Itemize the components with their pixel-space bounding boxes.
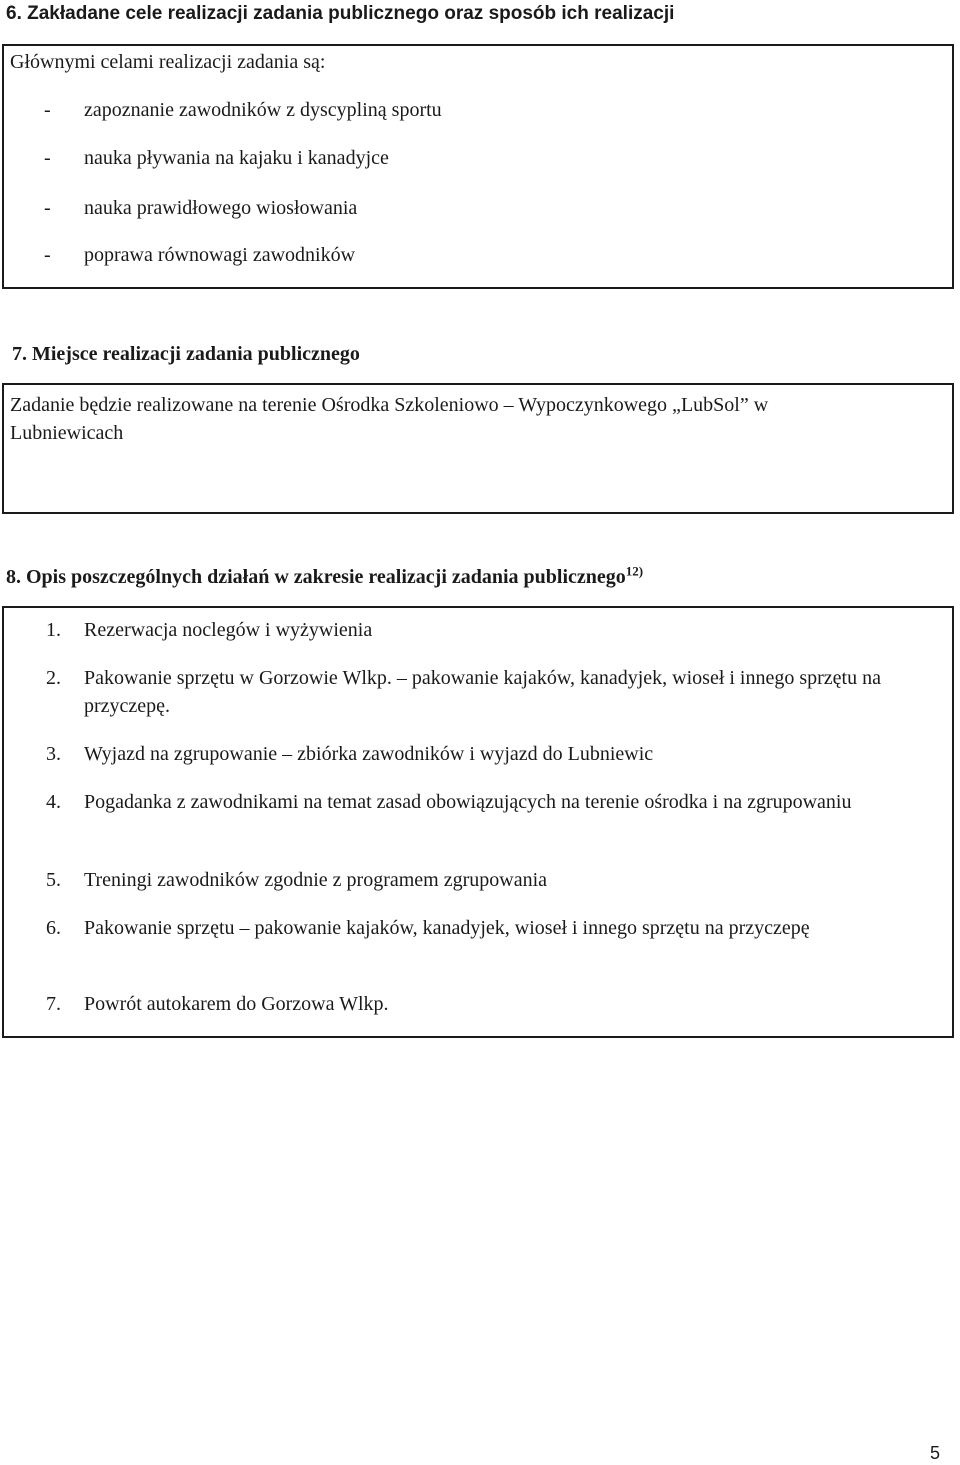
goal-bullet: -: [44, 147, 51, 169]
activity-text: Powrót autokarem do Gorzowa Wlkp.: [84, 993, 389, 1015]
activity-text: Treningi zawodników zgodnie z programem zgrupowania: [84, 869, 548, 891]
activity-text: Wyjazd na zgrupowanie – zbiórka zawodników i wyjazd do Lubniewic: [84, 743, 654, 765]
section-6-heading: 6. Zakładane cele realizacji zadania publicznego oraz sposób ich realizacji: [6, 3, 675, 24]
section-8-heading: [6, 565, 643, 589]
footnote-marker: 12): [625, 563, 644, 579]
activity-text: Pakowanie sprzętu w Gorzowie Wlkp. – pakowanie kajaków, kanadyjek, wioseł i innego sprzętu na przyczepę.: [84, 667, 881, 717]
goal-bullet: -: [44, 244, 51, 266]
activity-text: Pogadanka z zawodnikami na temat zasad obowiązujących na terenie ośrodka i na zgrupowaniu: [84, 791, 852, 813]
activity-text: Rezerwacja noclegów i wyżywienia: [84, 619, 373, 641]
activity-number: 5.: [46, 869, 61, 891]
location-text-line-2: Lubniewicach: [10, 422, 124, 444]
activity-number: 1.: [46, 619, 61, 641]
section-6-box: [2, 44, 954, 289]
goal-text: zapoznanie zawodników z dyscypliną sportu: [84, 99, 442, 121]
section-7-heading: 7. Miejsce realizacji zadania publicznego: [12, 343, 360, 365]
activity-number: 7.: [46, 993, 61, 1015]
activity-number: 3.: [46, 743, 61, 765]
goals-intro: Głównymi celami realizacji zadania są:: [10, 51, 326, 73]
goal-bullet: -: [44, 99, 51, 121]
activity-number: 4.: [46, 791, 61, 813]
activity-number: 6.: [46, 917, 61, 939]
page-number: 5: [929, 1443, 940, 1463]
goal-bullet: -: [44, 197, 51, 219]
section-8-box: [2, 606, 954, 1038]
section-8-heading-text: 8. Opis poszczególnych działań w zakresie realizacji zadania publicznego: [6, 566, 626, 588]
goal-text: poprawa równowagi zawodników: [84, 244, 356, 266]
goal-text: nauka pływania na kajaku i kanadyjce: [84, 147, 389, 169]
location-text-line-1: Zadanie będzie realizowane na terenie Ośrodka Szkoleniowo – Wypoczynkowego „LubSol” w: [10, 394, 769, 416]
goal-text: nauka prawidłowego wiosłowania: [84, 197, 358, 219]
section-7-box: [2, 383, 954, 514]
activity-text: Pakowanie sprzętu – pakowanie kajaków, kanadyjek, wioseł i innego sprzętu na przyczepę: [84, 917, 810, 939]
activity-number: 2.: [46, 667, 61, 689]
